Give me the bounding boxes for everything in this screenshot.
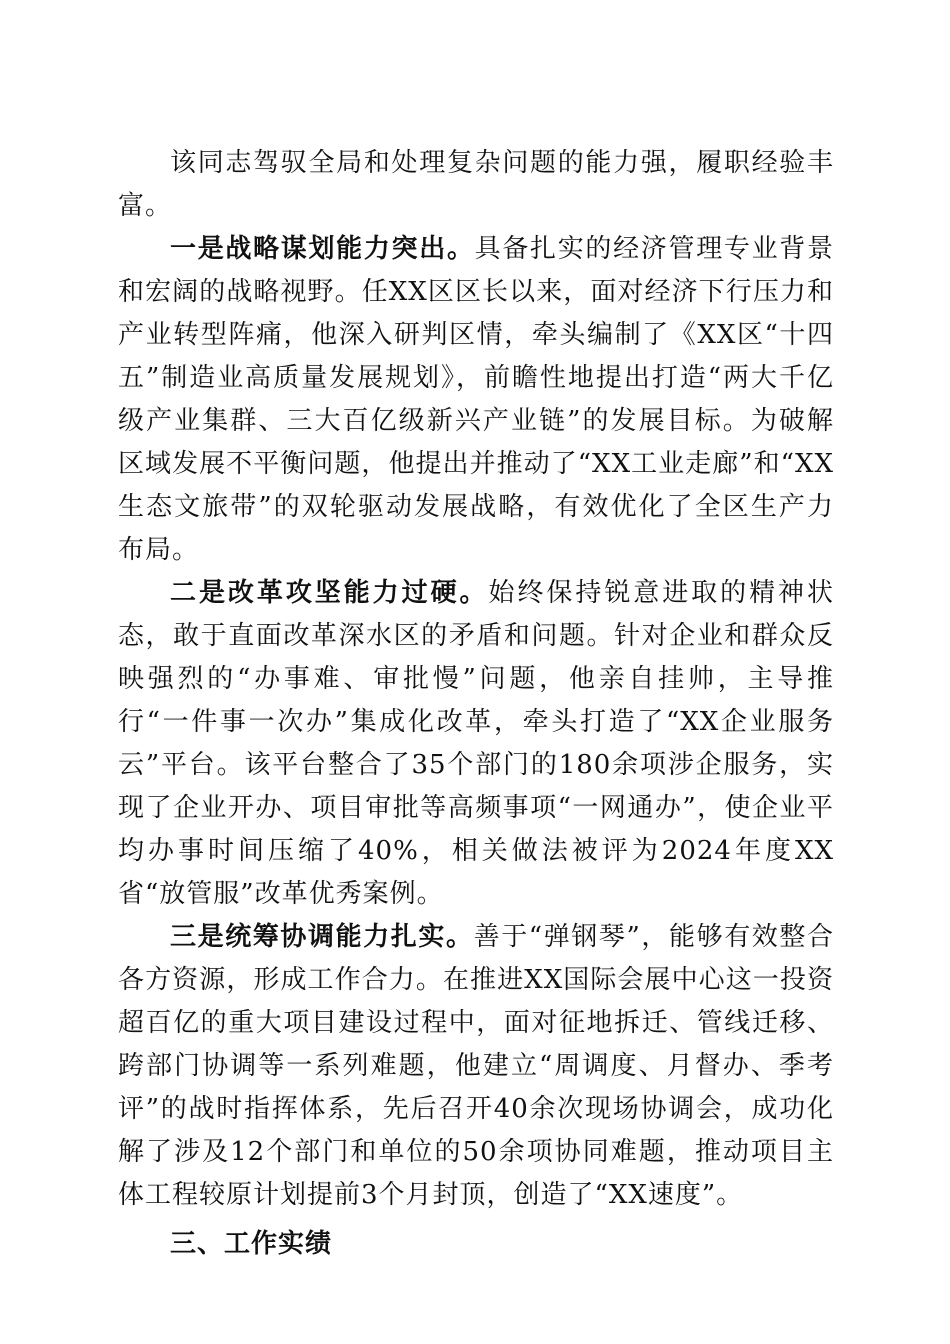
paragraph-text: 始终保持锐意进取的精神状态，敢于直面改革深水区的矛盾和问题。针对企业和群众反映强烈的“办事难、审批慢”问题，他亲自挂帅，主导推行“一件事一次办”集成化改革，牵头打造了“XX企业服务云”平台。该平台整合了35个部门的180余项涉企服务，实现了企业开办、项目审批等高频事项“一网通办”，使企业平均办事时间压缩了40%，相关做法被评为2024年度XX省“放管服”改革优秀案例。: [118, 578, 834, 909]
paragraph-intro: [118, 142, 834, 228]
paragraph-lead: 一是战略谋划能力突出。: [170, 234, 475, 264]
section-heading: 三、工作实绩: [170, 1229, 333, 1259]
paragraph-reform: [118, 572, 834, 916]
paragraph-text: 该同志驾驭全局和处理复杂问题的能力强，履职经验丰富。: [118, 148, 834, 221]
paragraph-text: 具备扎实的经济管理专业背景和宏阔的战略视野。任XX区区长以来，面对经济下行压力和产业转型阵痛，他深入研判区情，牵头编制了《XX区“十四五”制造业高质量发展规划》，前瞻性地提出打造“两大千亿级产业集群、三大百亿级新兴产业链”的发展目标。为破解区域发展不平衡问题，他提出并推动了“XX工业走廊”和“XX生态文旅带”的双轮驱动发展战略，有效优化了全区生产力布局。: [118, 234, 834, 565]
paragraph-coordination: [118, 916, 834, 1217]
paragraph-strategic-planning: [118, 228, 834, 572]
paragraph-lead: 二是改革攻坚能力过硬。: [170, 578, 489, 608]
paragraph-text: 善于“弹钢琴”，能够有效整合各方资源，形成工作合力。在推进XX国际会展中心这一投资超百亿的重大项目建设过程中，面对征地拆迁、管线迁移、跨部门协调等一系列难题，他建立“周调度、月督办、季考评”的战时指挥体系，先后召开40余次现场协调会，成功化解了涉及12个部门和单位的50余项协同难题，推动项目主体工程较原计划提前3个月封顶，创造了“XX速度”。: [118, 922, 834, 1210]
paragraph-lead: 三是统筹协调能力扎实。: [170, 922, 474, 952]
document-body: [118, 142, 834, 1266]
